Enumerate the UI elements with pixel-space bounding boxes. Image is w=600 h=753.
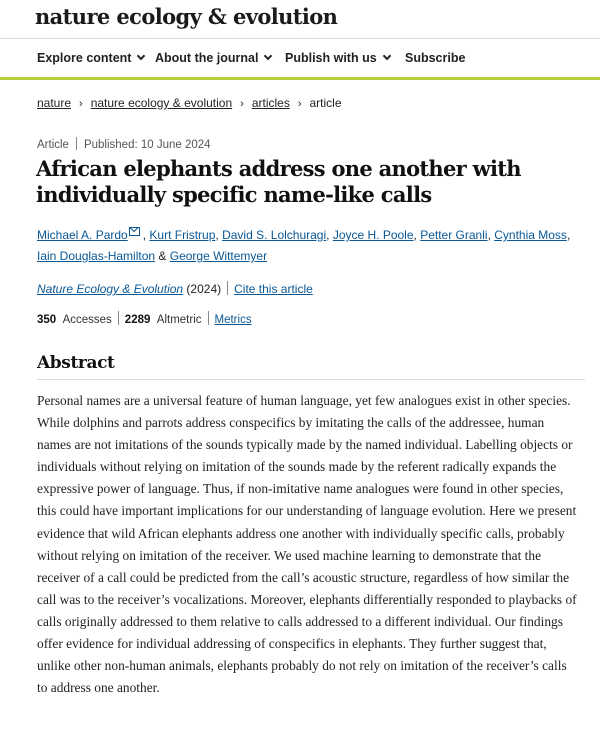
article-type: Article xyxy=(37,139,69,151)
article-metrics xyxy=(37,311,252,326)
abstract-text: Personal names are a universal feature of human language, yet few analogues exist in other species. While dolphins and parrots address conspecifics by imitating the calls of the addressee, human names are not imitations of the sounds typically made by the named individual. Labelling objects or individuals without relying on imitation of the sounds made by the referent radically expands the expressive power of language. Thus, if non-imitative name analogues were found in other species, this could have important implications for our understanding of language evolution. Here we present evidence that wild African elephants address one another with individually specific calls, probably without relying on imitation of the receiver. We used machine learning to demonstrate that the receiver of a call could be predicted from the call’s acoustic structure, regardless of how similar the call was to the receiver’s vocalizations. Moreover, elephants differentially responded to playbacks of calls originally addressed to them relative to calls addressed to a different individual. Our findings offer evidence for individual addressing of conspecifics in elephants. They further suggest that, unlike other non-human animals, elephants probably do not rely on imitation of the receiver’s calls to address one another. xyxy=(37,393,577,696)
author-link[interactable]: George Wittemyer xyxy=(169,249,268,263)
breadcrumb-current: article xyxy=(309,96,342,110)
divider xyxy=(227,281,228,295)
nav-publish-with-us-label: Publish with us xyxy=(285,51,377,65)
author-link[interactable]: Kurt Fristrup xyxy=(149,228,216,242)
metrics-link[interactable]: Metrics xyxy=(214,314,252,326)
citation-line xyxy=(37,281,313,296)
abstract-divider xyxy=(37,379,585,380)
article-title: African elephants address one another with individually specific name-like calls xyxy=(36,156,521,207)
chevron-down-icon xyxy=(264,52,272,60)
chevron-right-icon: › xyxy=(297,98,302,110)
chevron-right-icon: › xyxy=(240,98,244,110)
chevron-down-icon xyxy=(382,52,390,60)
breadcrumb-nature[interactable]: nature xyxy=(37,96,72,110)
author-link[interactable]: Joyce H. Poole xyxy=(332,228,414,242)
author-list: Michael A. Pardo , Kurt Fristrup, David S. Lolchuragi, Joyce H. Poole, Petter Granli, Cynthia Moss, Iain Douglas-Hamilton & George Wittemyer xyxy=(37,228,571,263)
breadcrumb xyxy=(37,96,342,110)
journal-link[interactable]: Nature Ecology & Evolution xyxy=(37,282,184,296)
nav-publish-with-us[interactable] xyxy=(285,39,390,78)
nav-explore-content[interactable] xyxy=(37,39,144,78)
nav-subscribe[interactable] xyxy=(405,39,465,78)
published-date: Published: 10 June 2024 xyxy=(83,139,211,151)
journal-logo[interactable]: nature ecology & evolution xyxy=(35,4,338,29)
nav-about-journal-label: About the journal xyxy=(155,51,259,65)
mail-icon[interactable] xyxy=(129,227,140,236)
nav-about-journal[interactable] xyxy=(155,39,271,78)
publication-year: (2024) xyxy=(183,282,222,296)
accesses-label: Accesses xyxy=(62,314,112,326)
article-meta xyxy=(37,137,211,151)
chevron-right-icon: › xyxy=(79,98,83,110)
breadcrumb-articles[interactable]: articles xyxy=(251,96,290,110)
author-link[interactable]: Michael A. Pardo xyxy=(37,228,128,242)
altmetric-label: Altmetric xyxy=(156,314,202,326)
divider xyxy=(76,137,77,150)
author-link[interactable]: David S. Lolchuragi xyxy=(222,228,327,242)
divider xyxy=(118,311,119,325)
chevron-down-icon xyxy=(137,52,145,60)
author-link[interactable]: Iain Douglas-Hamilton xyxy=(37,249,156,263)
main-nav xyxy=(0,38,600,80)
abstract-heading: Abstract xyxy=(37,353,115,373)
nav-explore-content-label: Explore content xyxy=(37,51,132,65)
nav-subscribe-label: Subscribe xyxy=(405,51,466,65)
accesses-count: 350 xyxy=(37,314,57,326)
site-header xyxy=(0,0,600,37)
author-link[interactable]: Cynthia Moss xyxy=(494,228,567,242)
author-link[interactable]: Petter Granli xyxy=(420,228,488,242)
cite-this-article-link[interactable]: Cite this article xyxy=(234,282,313,296)
altmetric-count: 2289 xyxy=(124,314,151,326)
breadcrumb-journal[interactable]: nature ecology & evolution xyxy=(90,96,233,110)
divider xyxy=(208,311,209,325)
